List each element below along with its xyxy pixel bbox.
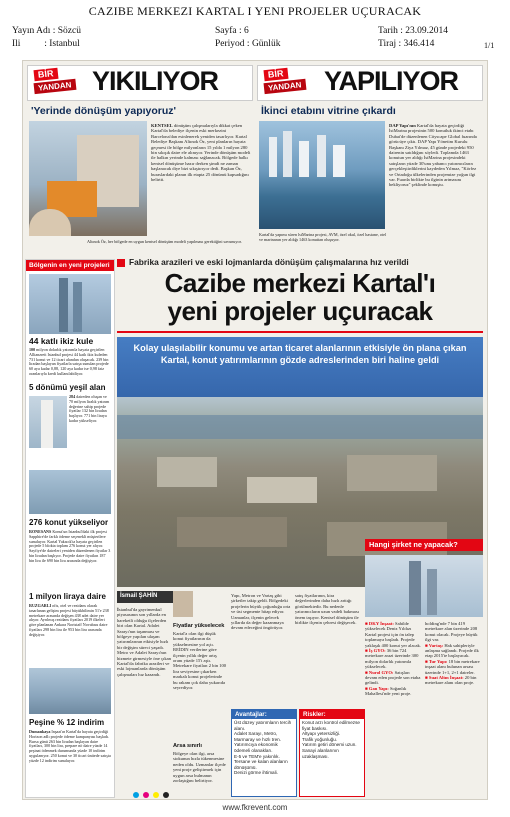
left-photo-caption: Altınok Öz, her bölgede en uygun kentsel dönüşüm modeli yapılması gerektiğini savunuyor. <box>87 239 242 244</box>
left-subhead: 'Yerinde dönüşüm yapıyoruz' <box>31 105 177 117</box>
advantage-item: Üst düzey yatırımların tercih alanı. <box>234 720 292 731</box>
bottom-article-col5: satış fiyatlarının, kira değerlerinden daha hızlı arttığı görülmektedir. Bu nedenle yatırımcıların uzun vadeli bakması önem taşıyor. Kentsel dönüşüm ile birlikte ilçenin çehresi değişecek. <box>295 593 359 626</box>
left-banner <box>27 65 253 101</box>
section-fiyat: Fiyatlar yükselecek <box>173 623 225 629</box>
company-box-head-bar <box>365 539 483 551</box>
main-kicker: Fabrika arazileri ve eski lojmanlarda dönüşüm çalışmalarına hız verildi <box>129 257 409 267</box>
advantage-item: Yatırımcıya ekonomik ödemeli olanakları. <box>234 742 278 753</box>
discount-project-photo <box>29 668 111 714</box>
sidebar-item-title: 276 konut yükseliyor <box>29 518 109 527</box>
risk-item: Altyapı yetersizliği. <box>302 731 341 737</box>
sea-strip <box>117 415 483 439</box>
advantages-box <box>231 709 297 797</box>
bottom-article-col3: Bölgeye olan ilgi, arsa stokunun hızla tükenmesine neden oldu. Uzmanlar ilçede yeni proje geliştirmek için uygun arsa bulmanın zorlaştığını belirtiyor. <box>173 751 226 784</box>
advantage-item: E-5 ve TEM'e yakınlık. <box>234 753 280 759</box>
period: Periyod : Günlük <box>215 39 281 49</box>
advantage-item: Adalet Sarayı, Metro, Marmaray ve hızlı tren. <box>234 731 281 742</box>
color-dots <box>133 785 169 803</box>
residence-photo <box>29 470 111 514</box>
sidebar-projects <box>25 259 115 798</box>
advantages-head: Avantajlar: <box>232 710 296 719</box>
date: Tarih : 23.09.2014 <box>378 26 449 36</box>
right-banner <box>257 65 483 101</box>
sidebar-head: Bölgenin en yeni projeleri <box>26 260 114 271</box>
bottom-article-col2: Kartal'a olan ilgi düşük konut fiyatlarının da yükselmesine yol açtı. REİDIN verilerine göre ilçenin yıllık değer artış oranı yüzde 15'i aştı. Metrekare fiyatları 2 bin 100 lira seviyesine çıkarken markalı konut projelerinde bu rakam çok daha yukarıda seyrediyor. <box>173 631 227 691</box>
risks-head: Riskler: <box>300 710 364 719</box>
left-article-text: KENTSEL dönüşüm çalışmalarıyla dikkat çeken Kartal'da belediye ilçenin eski merkezini Barcelona'dan esinlenerek yeniden tasarlıyor. Kartal Belediye Başkanı Altınok Öz, yeni planların hayata geçmesi ile bölge milyonların 15 yılda 1 milyon 280 bin sıkışık daire ele alınıyor. Yerinde dönüşüm modeli ile halkın yerinde kalması sağlanacak. Bölgede halkı kentsel dönüşüme hazır derken şimdi ne zaman başlanacak diye bizi sıkıştırıyor dedi. Başkan Öz, buraslardaki planın ilk etapta 25 dönümü kapsadığını belirtti. <box>151 123 251 183</box>
main-deck: Kolay ulaşılabilir konumu ve artan ticaret alanlarının etkisiyle ön plana çıkan Kartal, konut yatırımlarının gözde adreslerinden biri haline geldi <box>133 343 467 365</box>
sidebar-item-title: 44 katlı ikiz kule <box>29 336 94 346</box>
risk-item: Yatırım getiri dönemi uzun. <box>302 742 357 748</box>
risk-item: Trafik yoğunluğu. <box>302 736 338 742</box>
marina-render-photo <box>259 121 385 229</box>
sidebar-item-text: RUZGARLI ofis, otel ve rezidans olarak tasarlanan gelişim projesi büyükbilimin 51'e 238 metrekare arasında değişen 438 adet daire yer alıyor. Ayrılmış rezidans fiyatları 2019 ilkeleri göre planlanan Ankara Nortstaff Novabaıs daire fiyatları 298 bin lira ile 953 bin lira arasında değişiyor. <box>29 604 109 637</box>
risk-item: Sanayi alanlarının uzaklaşması. <box>302 747 339 759</box>
sidebar-item-title: 5 dönümü yeşil alan <box>29 383 106 392</box>
advantage-item: Denizi görme ihtimali. <box>234 770 278 776</box>
publication-name: Yayın Adı : Sözcü <box>12 26 81 36</box>
city: Ili : Istanbul <box>12 39 80 49</box>
right-article-text: DAP Yapı'nın Kartal'da hayata geçirdiği İstMarina projesinin 500 konutluk ikinci etabı Dubai'de düzenlenen Cityscape Global fuarında görücüye çıktı. DAP Yapı Yönetim Kurulu Başkanı Ziya Yılmaz, 45 günde projedeki 950 dairenin satıldığını söyledi. Toplamda 1463 konutun yer aldığı İstMarina projesindeki satışların yüzde 30'unu yabancı yatırımcıların gerçekleştirdiklerini kaydeden Yılmaz, "Körfez ve Ortadoğu ülkelerinden projemize yoğun ilgi var. Fuarda birlikte bu ilginin artmasını bekliyoruz" şeklinde konuştu. <box>389 123 477 188</box>
sidebar-item-text: 284 daireden oluşan ve 70 milyon liralık yatırım değerine sahip projede fiyatlar 132 bin liradan başlıyor. 771 bin liraya kadar yükseliyor. <box>69 395 110 423</box>
sidebar-item-title: 1 milyon liraya daire <box>29 592 106 601</box>
company-project-photo <box>365 555 483 617</box>
section-arsa: Arsa sınırlı <box>173 743 202 749</box>
page-number: Sayfa : 6 <box>215 26 249 36</box>
demolition-photo <box>29 121 147 236</box>
byline: İsmail ŞAHİN <box>120 593 158 599</box>
bottom-article-col1: İstanbul'da gayrimenkul piyasasının son yıllarda en hareketli olduğu ilçelerden biri olan Kartal. Adalet Sarayı'nın taşınması ve bölgeye yapılan ulaşım yatırımlarının etkisiyle hızlı bir değişim süreci yaşadı. Metro ve Adalet Sarayı'nın hizmete girmesiyle öne çıkan Kartal'da fabrika arazileri ve eski lojmanlarda dönüşüm çalışmaları hız kazandı. <box>117 607 171 677</box>
risks-box <box>299 709 365 797</box>
newspaper-page <box>22 60 488 800</box>
circulation: Tiraj : 346.414 <box>378 39 435 49</box>
green-area-photo <box>29 396 67 448</box>
sidebar-item-text: 100 milyon dolarlık yatırımla hayata geçirilen Allianzreit Istanbul projesi 44 katlı ikiz kuleden 731 konut ve 12 ticari alandan oluşacak. 239 bin liradan başlayan fiyatlarla satışa sunulan projede 60 aya kadar 0,88, 120 aya kadar ise 0,98 faiz oranlarıyla kredi kullanılabiliyor. <box>29 348 109 376</box>
right-photo-caption: Kartal'da yapımı süren lstMarina projesi, AVM, özel okul, özel hastane, otel ve marinanın yer aldığı 1463 konuttan oluşuyor. <box>259 232 387 243</box>
sidebar-item-text: RÖNESANS Konut'un İstanbul'daki ilk projesi Sapphire'de farklı ödeme seçenekli müşterilere sunuluyor. Kartal Yakacık'ta hayata geçirilen projede 5 blokta toplam 276 konut yer alıyor. Sayfiye'de daireleri yeniden düzenlenen fiyatlar 3 bin liradan başlıyor. Projede daire fiyatları 187 bin lira ile 690 bin lira arasında değişiyor. <box>29 530 111 563</box>
footer-url: www.fkrevent.com <box>222 803 288 812</box>
bir-yandan-badge-left: BİR YANDAN <box>34 68 76 92</box>
bottom-article-col4: Yapı, Metron ve Vartaş gibi şirketler takip geldi. Bölgedeki projelerin büyük çoğunluğu orta ve üst segmente hitap ediyor. Uzmanlar, ilçenin gelecek yıllarda da değer kazanmaya devam edeceğini öngörüyor. <box>231 593 291 631</box>
headline-line-2: yeni projeler uçuracak <box>167 296 433 326</box>
author-photo <box>173 591 193 617</box>
advantage-item: Tersane ve kalan alanların dönüşümü. <box>234 759 288 770</box>
headline-line-1: Cazibe merkezi Kartal'ı <box>164 268 436 298</box>
sidebar-item-title: Peşine % 12 indirim <box>29 718 105 727</box>
bir-yandan-badge-right: BİR YANDAN <box>264 68 306 92</box>
company-col2: holding'nde 7 bin 419 metrekare alan üzerinde 208 konut olacak. Projeye büyük ilgi var. ■ Vartaş: Hak sahipleriyle anlaşma sağlandı. Projede ilk etap 2015'te başlayacak. ■ Tur Yapı: 18 bin metrekare inşaat alanı bulunan arsası üzerinde 1+1, 2+1 daireler. ■ Suat Altın İnşaat: 20 bin metrekare alanı olan proje. <box>425 621 480 686</box>
yikiliyor-heading: YIKILIYOR <box>92 66 219 96</box>
clipping-title: CAZIBE MERKEZI KARTAL I YENI PROJELER UÇURACAK <box>88 4 422 18</box>
company-box-head: Hangi şirket ne yapacak? <box>369 540 458 549</box>
page-count: 1/1 <box>484 41 495 50</box>
twin-tower-photo <box>29 274 111 334</box>
main-headline <box>117 269 483 325</box>
sidebar-item-text: Dumankaya İnşaat'ın Kartal'da hayata geçirdiği Horizon adlı projede ödeme kampanyası başladı. Bursa günü 263 bin liradan başlayan daire fiyatları, 300 bin lira, prepare nö daire yüzde 14 peşinat ödenmek durumunda yüzde 10 indirim uygulanıyor. 250 konut ve 30 ticari ünitede satışta yüzde 12 indirim sunuluyor. <box>29 730 111 763</box>
risk-item: Konut arzı kontrol edilmezse fiyat baskısı. <box>302 720 360 731</box>
right-subhead: İkinci etabını vitrine çıkardı <box>261 105 396 117</box>
company-col1: ■ DKY İnşaat: Sahilde yükselecek Deniz Yıldızı Kartal projesi için ön talep toplamaya başladı. Projede yaklaşık 400 konut yer alacak. ■ İş GYO: 36 bin 724 metrekare arazi üzerinde 300 milyon dolarlık yatırımla yükselecek. ■ Nurol GYO: Satışları devam eden projede son etaba gelindi. ■ Gan Yapı: Soğanlık Mahallesi'nde yeni proje. <box>365 621 421 697</box>
yapiliyor-heading: YAPILIYOR <box>324 66 459 96</box>
